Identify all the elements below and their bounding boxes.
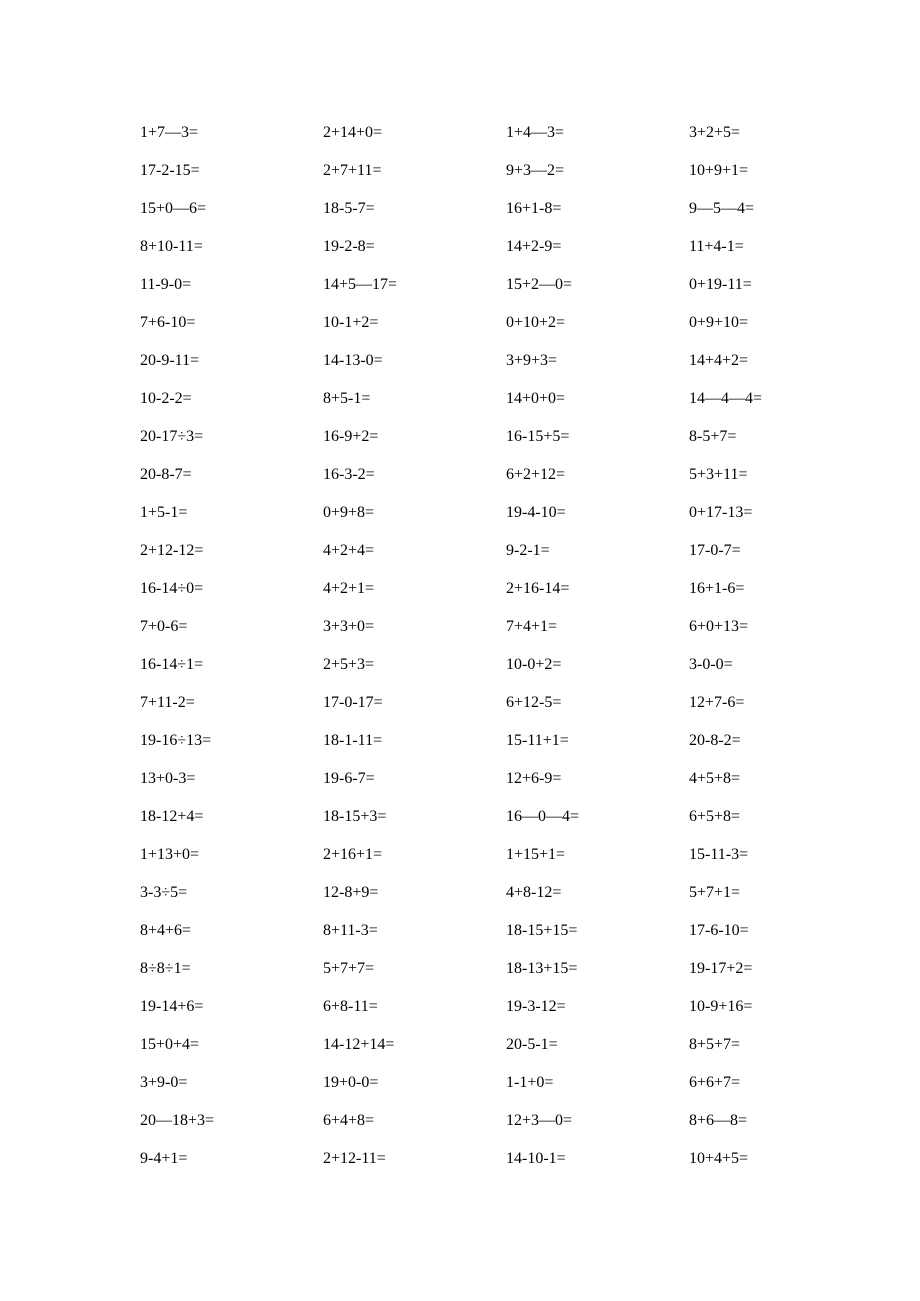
math-problem: 8-5+7= [689,428,737,445]
math-problem: 15-11+1= [506,732,569,749]
math-problem: 16-3-2= [323,466,375,483]
math-problem: 9+3—2= [506,162,565,179]
math-problem: 8+11-3= [323,922,378,939]
problem-row [140,608,840,646]
problem-row [140,418,840,456]
math-problem: 14-12+14= [323,1036,395,1053]
math-problem: 10-0+2= [506,656,562,673]
problem-row [140,760,840,798]
math-problem: 15+0+4= [140,1036,200,1053]
problem-row [140,532,840,570]
math-problem: 15+0—6= [140,200,207,217]
math-problem: 2+16-14= [506,580,570,597]
math-problem: 2+12-12= [140,542,204,559]
math-problem: 17-6-10= [689,922,749,939]
math-problem: 19-2-8= [323,238,375,255]
math-problem: 16-14÷1= [140,656,204,673]
math-problem: 17-0-17= [323,694,383,711]
math-problem: 8÷8÷1= [140,960,191,977]
math-problem: 18-15+15= [506,922,578,939]
math-problem: 12+6-9= [506,770,562,787]
math-problem: 18-12+4= [140,808,204,825]
math-problem: 0+9+10= [689,314,749,331]
math-problem: 10-9+16= [689,998,753,1015]
math-problem: 6+4+8= [323,1112,375,1129]
math-problem: 15-11-3= [689,846,749,863]
math-problem: 16—0—4= [506,808,580,825]
math-problem: 8+5-1= [323,390,371,407]
math-problem: 5+3+11= [689,466,748,483]
math-problem: 1+4—3= [506,124,565,141]
math-problem: 9—5—4= [689,200,755,217]
math-problem: 20-8-2= [689,732,741,749]
math-problem: 14-10-1= [506,1150,566,1167]
math-problem: 10-2-2= [140,390,192,407]
problem-row [140,1064,840,1102]
problem-row [140,380,840,418]
problem-row [140,646,840,684]
math-problem: 1+7—3= [140,124,199,141]
math-problem: 1+5-1= [140,504,188,521]
math-problem: 3+9-0= [140,1074,188,1091]
math-problem: 17-0-7= [689,542,741,559]
math-problem: 16+1-6= [689,580,745,597]
math-problem: 4+2+4= [323,542,375,559]
problem-row [140,1102,840,1140]
problem-row [140,114,840,152]
math-problem: 14+0+0= [506,390,566,407]
math-problem: 16+1-8= [506,200,562,217]
math-problem: 19-3-12= [506,998,566,1015]
problem-row [140,684,840,722]
math-problem: 11-9-0= [140,276,192,293]
problem-row [140,228,840,266]
math-problem: 9-4+1= [140,1150,188,1167]
problem-row [140,722,840,760]
math-problem: 8+5+7= [689,1036,741,1053]
math-problem: 2+5+3= [323,656,375,673]
math-problem: 7+0-6= [140,618,188,635]
math-problem: 8+6—8= [689,1112,748,1129]
math-problem: 19-17+2= [689,960,753,977]
math-problem: 18-1-11= [323,732,383,749]
problem-row [140,912,840,950]
math-problem: 16-14÷0= [140,580,204,597]
math-problem: 3+2+5= [689,124,741,141]
problem-row [140,266,840,304]
problem-row [140,456,840,494]
math-problem: 0+9+8= [323,504,375,521]
math-problem: 1-1+0= [506,1074,554,1091]
math-problem: 1+15+1= [506,846,566,863]
problem-row [140,342,840,380]
math-problem: 4+5+8= [689,770,741,787]
math-problem: 20—18+3= [140,1112,215,1129]
math-problem: 20-9-11= [140,352,200,369]
math-problem: 19-6-7= [323,770,375,787]
math-problem: 3+9+3= [506,352,558,369]
math-problem: 19-16÷13= [140,732,212,749]
problem-row [140,950,840,988]
math-problem: 6+0+13= [689,618,749,635]
problem-row [140,836,840,874]
math-problem: 12+3—0= [506,1112,573,1129]
math-problem: 18-13+15= [506,960,578,977]
math-problem: 14+2-9= [506,238,562,255]
math-problem: 5+7+1= [689,884,741,901]
math-problem: 0+10+2= [506,314,566,331]
math-problem: 17-2-15= [140,162,200,179]
problem-row [140,304,840,342]
problem-row [140,190,840,228]
problem-row [140,570,840,608]
math-problem: 3-0-0= [689,656,733,673]
math-problem: 16-9+2= [323,428,379,445]
math-problem: 2+14+0= [323,124,383,141]
math-problem: 4+2+1= [323,580,375,597]
math-problem: 11+4-1= [689,238,744,255]
problem-row [140,152,840,190]
problem-row [140,1026,840,1064]
math-problem: 1+13+0= [140,846,200,863]
math-problem: 16-15+5= [506,428,570,445]
math-problem: 3+3+0= [323,618,375,635]
math-problem: 10+9+1= [689,162,749,179]
problem-row [140,494,840,532]
math-problem: 15+2—0= [506,276,573,293]
math-problem: 10-1+2= [323,314,379,331]
math-problem: 0+19-11= [689,276,752,293]
math-problem: 0+17-13= [689,504,753,521]
math-problem: 6+8-11= [323,998,378,1015]
math-problem: 2+12-11= [323,1150,386,1167]
math-problem: 4+8-12= [506,884,562,901]
math-problem: 3-3÷5= [140,884,188,901]
math-problem: 18-5-7= [323,200,375,217]
math-problem: 13+0-3= [140,770,196,787]
math-problem: 2+16+1= [323,846,383,863]
math-problem: 20-17÷3= [140,428,204,445]
math-problem: 7+6-10= [140,314,196,331]
problem-row [140,874,840,912]
math-problem: 8+10-11= [140,238,203,255]
math-problem: 2+7+11= [323,162,382,179]
math-problem: 19+0-0= [323,1074,379,1091]
problem-row [140,1140,840,1178]
math-problem: 14—4—4= [689,390,763,407]
math-problem: 12+7-6= [689,694,745,711]
math-problem: 12-8+9= [323,884,379,901]
math-problem: 7+4+1= [506,618,558,635]
math-problem: 6+5+8= [689,808,741,825]
math-problem: 14+5—17= [323,276,398,293]
math-problem: 20-8-7= [140,466,192,483]
problem-row [140,988,840,1026]
math-problem: 6+2+12= [506,466,566,483]
math-problem: 6+12-5= [506,694,562,711]
problem-row [140,798,840,836]
math-problem: 7+11-2= [140,694,195,711]
worksheet [140,114,840,1178]
math-problem: 18-15+3= [323,808,387,825]
math-problem: 14-13-0= [323,352,383,369]
math-problem: 14+4+2= [689,352,749,369]
math-problem: 20-5-1= [506,1036,558,1053]
math-problem: 19-14+6= [140,998,204,1015]
math-problem: 10+4+5= [689,1150,749,1167]
math-problem: 9-2-1= [506,542,550,559]
math-problem: 19-4-10= [506,504,566,521]
math-problem: 6+6+7= [689,1074,741,1091]
math-problem: 5+7+7= [323,960,375,977]
math-problem: 8+4+6= [140,922,192,939]
